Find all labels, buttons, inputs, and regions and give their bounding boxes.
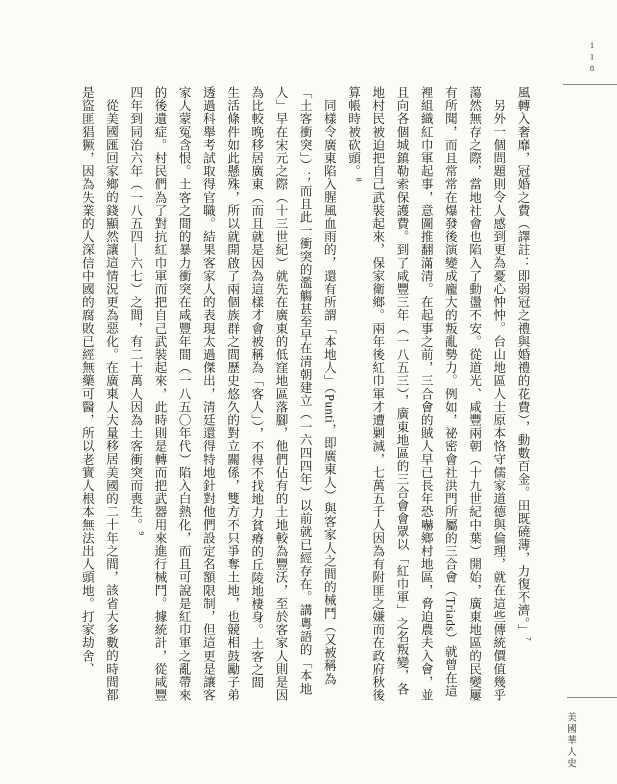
footer-rule xyxy=(567,697,617,698)
header-rule xyxy=(563,84,617,85)
footnote-ref: 9 xyxy=(136,531,146,536)
body-text xyxy=(70,86,535,702)
paragraph-text: 風轉入奢靡，冠婚之費（譯註：即弱冠之禮與婚禮的花費），動數百金。田既磽薄，力復不濟。」 xyxy=(516,86,530,637)
footnote-ref: 7 xyxy=(524,636,534,641)
page-number: 118 xyxy=(587,40,597,75)
footnote-ref: 8 xyxy=(354,177,364,182)
paragraph-text: 同樣令廣東陷入腥風血雨的，還有所謂「本地人」（Punti，即廣東人）與客家人之間的械鬥（又被稱為「土客衝突」）；而且此一衝突的濫觴甚至早在清朝建立（一六四四年）以前就已經存在。講粵語的「本地人」早在宋元之際（十三世紀）就先在廣東的低窪地區落腳，他們佔有的土地較為豐沃，至於客家人則是因為比較晚移居廣東（而且就是因為這樣才會被稱為「客人」），不得不找地力貧瘠的丘陵地棲身。土客之間生活條件如此懸殊，所以就開啟了兩個族群之間歷史悠久的對立關係，雙方不只爭奪土地，也競相鼓勵子弟透過科舉考試取得官職。結果客家人的表現太過傑出，清廷還得特地針對他們設定名額限制，但這更是讓客家人蒙冤含恨。土客之間的暴力衝突在咸豐年間（一八五〇年代）陷入白熱化，而且可說是紅巾軍之亂帶來的後遺症。村民們為了對抗紅巾軍而把自己武裝起來，此時則是轉而把武器用來進行械鬥。據統計，從咸豐四年到同治六年（一八五四—六七）之間，有二十萬人因為土客衝突而喪生。 xyxy=(128,86,337,702)
paragraph xyxy=(341,86,510,702)
paragraph xyxy=(75,86,123,702)
paragraph xyxy=(511,86,535,702)
paragraph xyxy=(124,86,342,702)
paragraph-text: 另外一個問題則令人感到更為憂心忡忡。台山地區人士原本恪守儒家道德與倫理，就在這些傳統價值幾乎蕩然無存之際，當地社會也陷入了動盪不安。從道光、咸豐兩朝（十九世紀中葉）開始，廣東地區的民變屢有所聞，而且常常在爆發後演變成龐大的叛亂勢力。例如，祕密會社洪門所屬的三合會（Triads）就曾在這裡組織紅巾軍起事，意圖推翻滿清。在起事之前，三合會的賊人早已長年恐嚇鄉村地區，脅迫農夫入會，並且向各個城鎮勒索保護費。到了咸豐三年（一八五三），廣東地區的三合會會眾以「紅巾軍」之名叛變，各地村民被迫把自己武裝起來，保家衛鄉。兩年後紅巾軍才遭剿滅，七萬五千人因為有附匪之嫌而在政府秋後算帳時被砍頭。 xyxy=(346,86,506,702)
book-title: 美國華人史 xyxy=(565,712,575,770)
paragraph-text: 從美國匯回家鄉的錢顯然讓這情況更為惡化。在廣東人大量移居美國的二十年之間，該省大多數的時間都是盜匪猖獗，因為失業的人深信中國的腐敗已經無藥可醫，所以老實人根本無法出人頭地。打家劫舍、 xyxy=(80,86,119,702)
